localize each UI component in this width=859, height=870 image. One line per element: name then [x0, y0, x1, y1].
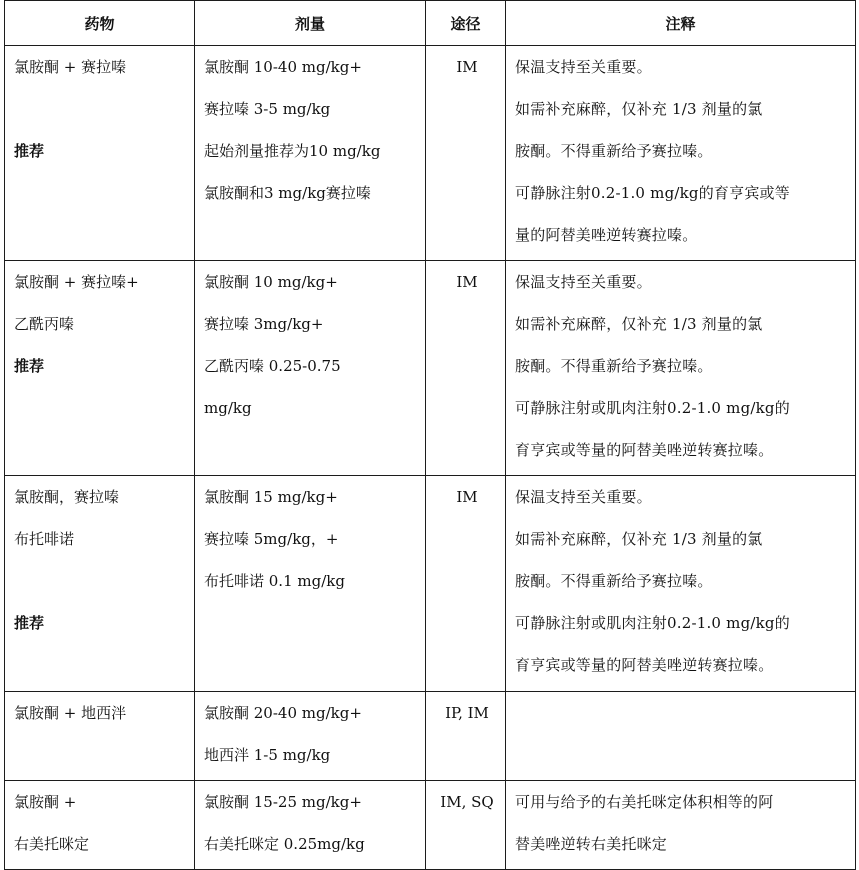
drug-name: 氯胺酮 + 赛拉嗪+: [14, 273, 139, 291]
notes-cell: [506, 692, 856, 781]
route-value: IM: [456, 58, 478, 76]
note-line: 保温支持至关重要。: [515, 488, 652, 506]
drug-cell: [5, 476, 195, 692]
drug-dosage-table: [4, 0, 856, 870]
dose-line: 赛拉嗪 3mg/kg+: [204, 315, 324, 333]
dose-line: 氯胺酮 10-40 mg/kg+: [204, 58, 362, 76]
notes-cell: [506, 476, 856, 692]
dose-cell: [195, 781, 426, 870]
dose-cell: [195, 476, 426, 692]
drug-cell: [5, 46, 195, 261]
note-line: 如需补充麻醉，仅补充 1/3 剂量的氯: [515, 315, 763, 333]
route-cell: [426, 46, 506, 261]
route-cell: [426, 476, 506, 692]
dose-line: 起始剂量推荐为10 mg/kg: [204, 142, 381, 160]
dose-line: 氯胺酮 15-25 mg/kg+: [204, 793, 362, 811]
note-line: 可用与给予的右美托咪定体积相等的阿: [515, 793, 774, 811]
dose-line: 布托啡诺 0.1 mg/kg: [204, 572, 345, 590]
drug-name: 氯胺酮，赛拉嗪: [14, 488, 120, 506]
note-line: 胺酮。不得重新给予赛拉嗪。: [515, 572, 713, 590]
table-row: [5, 476, 856, 692]
notes-cell: [506, 46, 856, 261]
route-cell: [426, 261, 506, 476]
drug-name: 氯胺酮 +: [14, 793, 77, 811]
notes-cell: [506, 781, 856, 870]
table-row: [5, 261, 856, 476]
dose-line: 赛拉嗪 5mg/kg，+: [204, 530, 339, 548]
dose-cell: [195, 692, 426, 781]
note-line: 胺酮。不得重新给予赛拉嗪。: [515, 357, 713, 375]
table-row: [5, 781, 856, 870]
header-row: [5, 1, 856, 46]
dose-line: mg/kg: [204, 399, 252, 417]
notes-cell: [506, 261, 856, 476]
header-dose: 剂量: [195, 1, 426, 46]
note-line: 育亨宾或等量的阿替美唑逆转赛拉嗪。: [515, 656, 774, 674]
recommended-label: 推荐: [14, 142, 45, 160]
dose-line: 氯胺酮和3 mg/kg赛拉嗪: [204, 184, 371, 202]
header-route: 途径: [426, 1, 506, 46]
recommended-label: 推荐: [14, 357, 45, 375]
recommended-label: 推荐: [14, 614, 45, 632]
note-line: 育亨宾或等量的阿替美唑逆转赛拉嗪。: [515, 441, 774, 459]
drug-name: 氯胺酮 + 赛拉嗪: [14, 58, 127, 76]
drug-name: 乙酰丙嗪: [14, 315, 75, 333]
note-line: 保温支持至关重要。: [515, 58, 652, 76]
dose-line: 氯胺酮 15 mg/kg+: [204, 488, 338, 506]
header-notes: 注释: [506, 1, 856, 46]
note-line: 替美唑逆转右美托咪定: [515, 835, 668, 853]
route-value: IM: [456, 488, 478, 506]
note-line: 可静脉注射或肌肉注射0.2-1.0 mg/kg的: [515, 399, 790, 417]
drug-name: 右美托咪定: [14, 835, 90, 853]
drug-name: 氯胺酮 + 地西泮: [14, 704, 127, 722]
note-line: 量的阿替美唑逆转赛拉嗪。: [515, 226, 698, 244]
dose-line: 赛拉嗪 3-5 mg/kg: [204, 100, 331, 118]
drug-cell: [5, 781, 195, 870]
route-value: IP, IM: [445, 704, 489, 722]
dose-line: 氯胺酮 10 mg/kg+: [204, 273, 338, 291]
header-drug: 药物: [5, 1, 195, 46]
dose-line: 右美托咪定 0.25mg/kg: [204, 835, 365, 853]
note-line: 胺酮。不得重新给予赛拉嗪。: [515, 142, 713, 160]
note-line: 保温支持至关重要。: [515, 273, 652, 291]
note-line: 可静脉注射0.2-1.0 mg/kg的育亨宾或等: [515, 184, 790, 202]
dose-line: 乙酰丙嗪 0.25-0.75: [204, 357, 341, 375]
drug-cell: [5, 692, 195, 781]
route-cell: [426, 692, 506, 781]
dose-cell: [195, 46, 426, 261]
table-row: [5, 46, 856, 261]
drug-name: 布托啡诺: [14, 530, 75, 548]
route-value: IM: [456, 273, 478, 291]
dose-cell: [195, 261, 426, 476]
dose-line: 地西泮 1-5 mg/kg: [204, 746, 331, 764]
table-row: [5, 692, 856, 781]
note-line: 如需补充麻醉，仅补充 1/3 剂量的氯: [515, 100, 763, 118]
dose-line: 氯胺酮 20-40 mg/kg+: [204, 704, 362, 722]
drug-cell: [5, 261, 195, 476]
note-line: 可静脉注射或肌肉注射0.2-1.0 mg/kg的: [515, 614, 790, 632]
note-line: 如需补充麻醉，仅补充 1/3 剂量的氯: [515, 530, 763, 548]
route-value: IM, SQ: [440, 793, 494, 811]
route-cell: [426, 781, 506, 870]
